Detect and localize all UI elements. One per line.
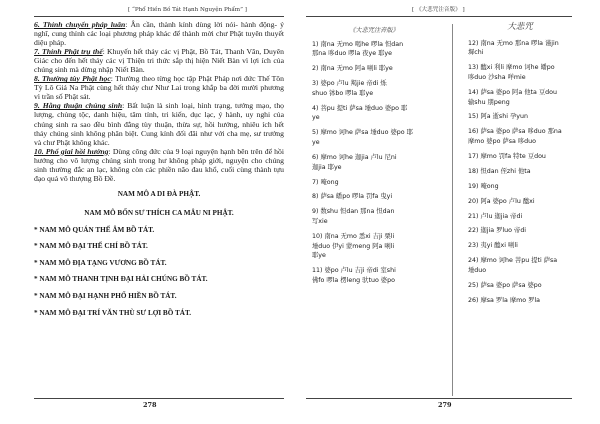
verse-line: 写xie — [312, 218, 328, 226]
verse-line: 6) 摩mo 诃he 迦jia 卢lu 尼ni — [312, 153, 397, 161]
paragraph-thinh-phat-tru-the — [34, 47, 284, 74]
dharani-verse — [468, 39, 572, 58]
page-number-right: 279 — [438, 401, 452, 409]
right-page — [300, 0, 600, 424]
paragraph-text: : Khuyến hết thảy các vị Phật, Bồ Tát, Thanh Văn, Duyên Giác cho đến hết thảy các vị Thiện tri thức sắp thị hiện Niết Bàn vì lợi ích của chúng sinh mà dừng nhập Niết Bàn. — [34, 47, 284, 75]
dharani-verse — [468, 63, 572, 82]
dharani-verse — [468, 296, 572, 306]
dharani-verse — [468, 152, 572, 162]
dharani-verse — [468, 167, 572, 177]
dharani-verse — [312, 128, 436, 147]
dharani-verse — [468, 182, 572, 192]
column-divider — [452, 24, 453, 396]
verse-line: 16) 萨sa 婆po 萨sa 哆duo 那na — [468, 128, 562, 136]
verse-line: 4) 菩pu 提ti 萨sa 埵duo 婆po 耶 — [312, 104, 408, 112]
dharani-verse — [468, 281, 572, 291]
verse-line: 7) 唵ong — [312, 178, 339, 186]
column-title: 《大悲咒注音版》 — [349, 27, 399, 34]
dharani-verse — [468, 226, 572, 236]
column-title: 大悲咒 — [507, 22, 533, 32]
verse-line: 埵duo — [468, 266, 487, 274]
dharani-verse — [468, 88, 572, 107]
verse-line: 19) 唵ong — [468, 182, 499, 190]
paragraph-heading: 8. Thường tùy Phật học — [34, 74, 111, 84]
paragraph-thinh-chuyen-phap-luan — [34, 20, 284, 47]
dharani-verse — [312, 79, 436, 98]
mantra-line: * NAM MÔ THANH TỊNH ĐẠI HẢI CHÚNG BỒ TÁT. — [34, 275, 208, 284]
verse-line: 摩mo 婆po 萨sa 哆duo — [468, 138, 537, 146]
paragraph-hang-thuan-chung-sinh — [34, 101, 284, 146]
dharani-verse — [312, 178, 436, 188]
verse-line: 埵duo 伊yi 蒙meng 阿a 唎li — [312, 242, 395, 250]
verse-line: 15) 阿a 逝shi 孕yun — [468, 113, 528, 121]
verse-line: 5) 摩mo 诃he 萨sa 埵duo 婆po 耶 — [312, 129, 413, 137]
verse-line: 耶ye — [312, 252, 326, 260]
left-running-header: [ “Phổ Hiền Bồ Tát Hạnh Nguyện Phẩm” ] — [128, 7, 247, 13]
verse-line: shuo 钵bo 啰la 耶ye — [312, 89, 374, 97]
dharani-list-2 — [468, 39, 572, 306]
verse-line: 墀chi — [468, 49, 484, 57]
dharani-verse — [312, 192, 436, 202]
mantra-line: * NAM MÔ ĐỊA TẠNG VƯƠNG BỒ TÁT. — [34, 258, 167, 267]
dharani-verse — [312, 207, 436, 226]
paragraph-heading: 9. Hằng thuận chúng sinh — [34, 101, 123, 111]
mantra-title: NAM MÔ A DI ĐÀ PHẬT. — [117, 189, 201, 198]
verse-line: 14) 萨sa 婆po 阿a 他ta 豆dou — [468, 88, 557, 96]
verse-line: 输shu 朋peng — [468, 98, 510, 106]
page-number-left: 278 — [143, 401, 157, 409]
dharani-verse — [468, 212, 572, 222]
verse-line: 10) 南na 无mo 悉xi 吉ji 栗li — [312, 232, 395, 240]
verse-line: 24) 摩mo 诃he 菩pu 提ti 萨sa — [468, 257, 558, 265]
verse-line: 20) 阿a 婆po 卢lu 醯xi — [468, 197, 535, 205]
verse-line: 22) 迦jia 罗luo 帝di — [468, 227, 527, 235]
paragraph-pho-giai-hoi-huong — [34, 147, 284, 183]
right-header-rule — [306, 16, 572, 17]
dharani-column-1 — [312, 26, 436, 291]
verse-line: 21) 卢lu 迦jia 帝di — [468, 212, 523, 220]
dharani-verse — [468, 241, 572, 251]
paragraph-heading: 7. Thỉnh Phật trụ thế — [34, 47, 103, 57]
paragraph-text: : Thường theo từng học tập Phật Pháp nơi đức Thế Tôn Tỳ Lô Giá Na Phật cùng hết thảy chư Như Lai trong khắp ba đời mười phương vì trần số Phật sát. — [34, 74, 284, 102]
right-running-header: [ 《大悲咒注音版》 ] — [412, 7, 465, 13]
verse-line: 18) 怛dan 侄zhi 他ta — [468, 167, 531, 175]
paragraph-thuong-tuy-phat-hoc — [34, 74, 284, 101]
verse-line: 12) 南na 无mo 那na 啰la 谨jin — [468, 39, 559, 47]
verse-line: 2) 南na 无mo 阿a 唎li 耶ye — [312, 65, 393, 73]
verse-line: 13) 醯xi 利li 摩mo 诃he 皤po — [468, 64, 555, 72]
verse-line: 哆duo 沙sha 咩mie — [468, 74, 526, 81]
mantra-line: * NAM MÔ ĐẠI THẾ CHÍ BỒ TÁT. — [34, 242, 148, 251]
verse-line: 11) 婆po 卢lu 吉ji 帝di 室shi — [312, 267, 396, 275]
dharani-list-1 — [312, 40, 436, 286]
mantra-line: NAM MÔ BỔN SƯ THÍCH CA MÂU NI PHẬT. — [84, 208, 234, 217]
paragraph-heading: 10. Phổ giai hồi hướng — [34, 146, 109, 156]
right-footer-rule — [306, 398, 572, 399]
dharani-verse — [312, 266, 436, 285]
paragraph-text: : Ân cần, thành kính dùng lời nói- hành động- ý nghĩ, cung thỉnh các loại phương pháp khác để thành mời chư Phật tuyên thuyết diệu pháp. — [34, 20, 284, 48]
verse-line: 9) 数shu 怛dan 那na 怛dan — [312, 208, 395, 216]
left-header-rule — [34, 16, 284, 17]
verse-line: 迦jia 耶ye — [312, 163, 342, 171]
verse-line: 8) 萨sa 皤po 啰la 罚fa 曳yi — [312, 193, 393, 201]
verse-line: 那na 哆duo 啰la 夜ye 耶ye — [312, 50, 392, 58]
verse-line: ye — [312, 139, 320, 147]
left-footer-rule — [34, 398, 284, 399]
dharani-verse — [468, 197, 572, 207]
paragraph-heading: 6. Thỉnh chuyển pháp luân — [34, 20, 126, 29]
verse-line: 26) 摩sa 罗la 摩mo 罗la — [468, 296, 541, 304]
verse-line: 佛fo 啰la 楞leng 驮tuo 婆po — [312, 276, 395, 284]
verse-line: 1) 南na 无mo 喝he 啰la 怛dan — [312, 40, 404, 48]
verse-line: 3) 婆po 卢lu 羯jie 帝di 烁 — [312, 80, 387, 88]
dharani-verse — [468, 127, 572, 146]
verse-line: 23) 夷yi 醯xi 唎li — [468, 242, 518, 250]
mantra-line: * NAM MÔ QUÁN THẾ ÂM BỒ TÁT. — [34, 225, 155, 234]
verse-line: 25) 萨sa 婆po 萨sa 婆po — [468, 281, 542, 289]
verse-line: ye — [312, 114, 320, 122]
dharani-verse — [468, 112, 572, 122]
dharani-column-2 — [468, 23, 572, 311]
left-page-body — [34, 20, 284, 318]
paragraph-text: : Bất luận là sinh loại, hình trạng, tướng mạo, thọ lượng, chủng tộc, danh hiệu, tâm tính, tri kiến, dục lạc, ý hành, uy nghi của chúng sinh ra sao đều bình đẳng tùy thuận, thừa sự, hồi hướng, nhiêu ích hết thảy chúng sinh không phân biệt. Cung kính đối đãi như với cha mẹ, sư trưởng và chư Phật không khác. — [34, 101, 285, 147]
mantra-line: * NAM MÔ ĐẠI TRÍ VĂN THÙ SƯ LỢI BỒ TÁT. — [34, 308, 192, 317]
dharani-verse — [312, 40, 436, 59]
paragraph-text: : Dùng công đức của 9 loại nguyện hạnh bên trên để hồi hướng cho vô lượng chúng sinh trong hư không pháp giới, nguyện cho chúng sinh thường đắc an lạc, không còn các phiền não đau khổ, cuối cùng thành tựu đạo quả vô thượng Bồ Đề. — [34, 146, 284, 183]
dharani-verse — [312, 64, 436, 74]
verse-line: 17) 摩mo 罚fa 特te 豆dou — [468, 152, 546, 160]
dharani-verse — [468, 256, 572, 275]
dharani-verse — [312, 232, 436, 261]
dharani-verse — [312, 104, 436, 123]
dharani-verse — [312, 153, 436, 172]
mantra-line: * NAM MÔ ĐẠI HẠNH PHỔ HIỀN BỒ TÁT. — [34, 292, 177, 301]
